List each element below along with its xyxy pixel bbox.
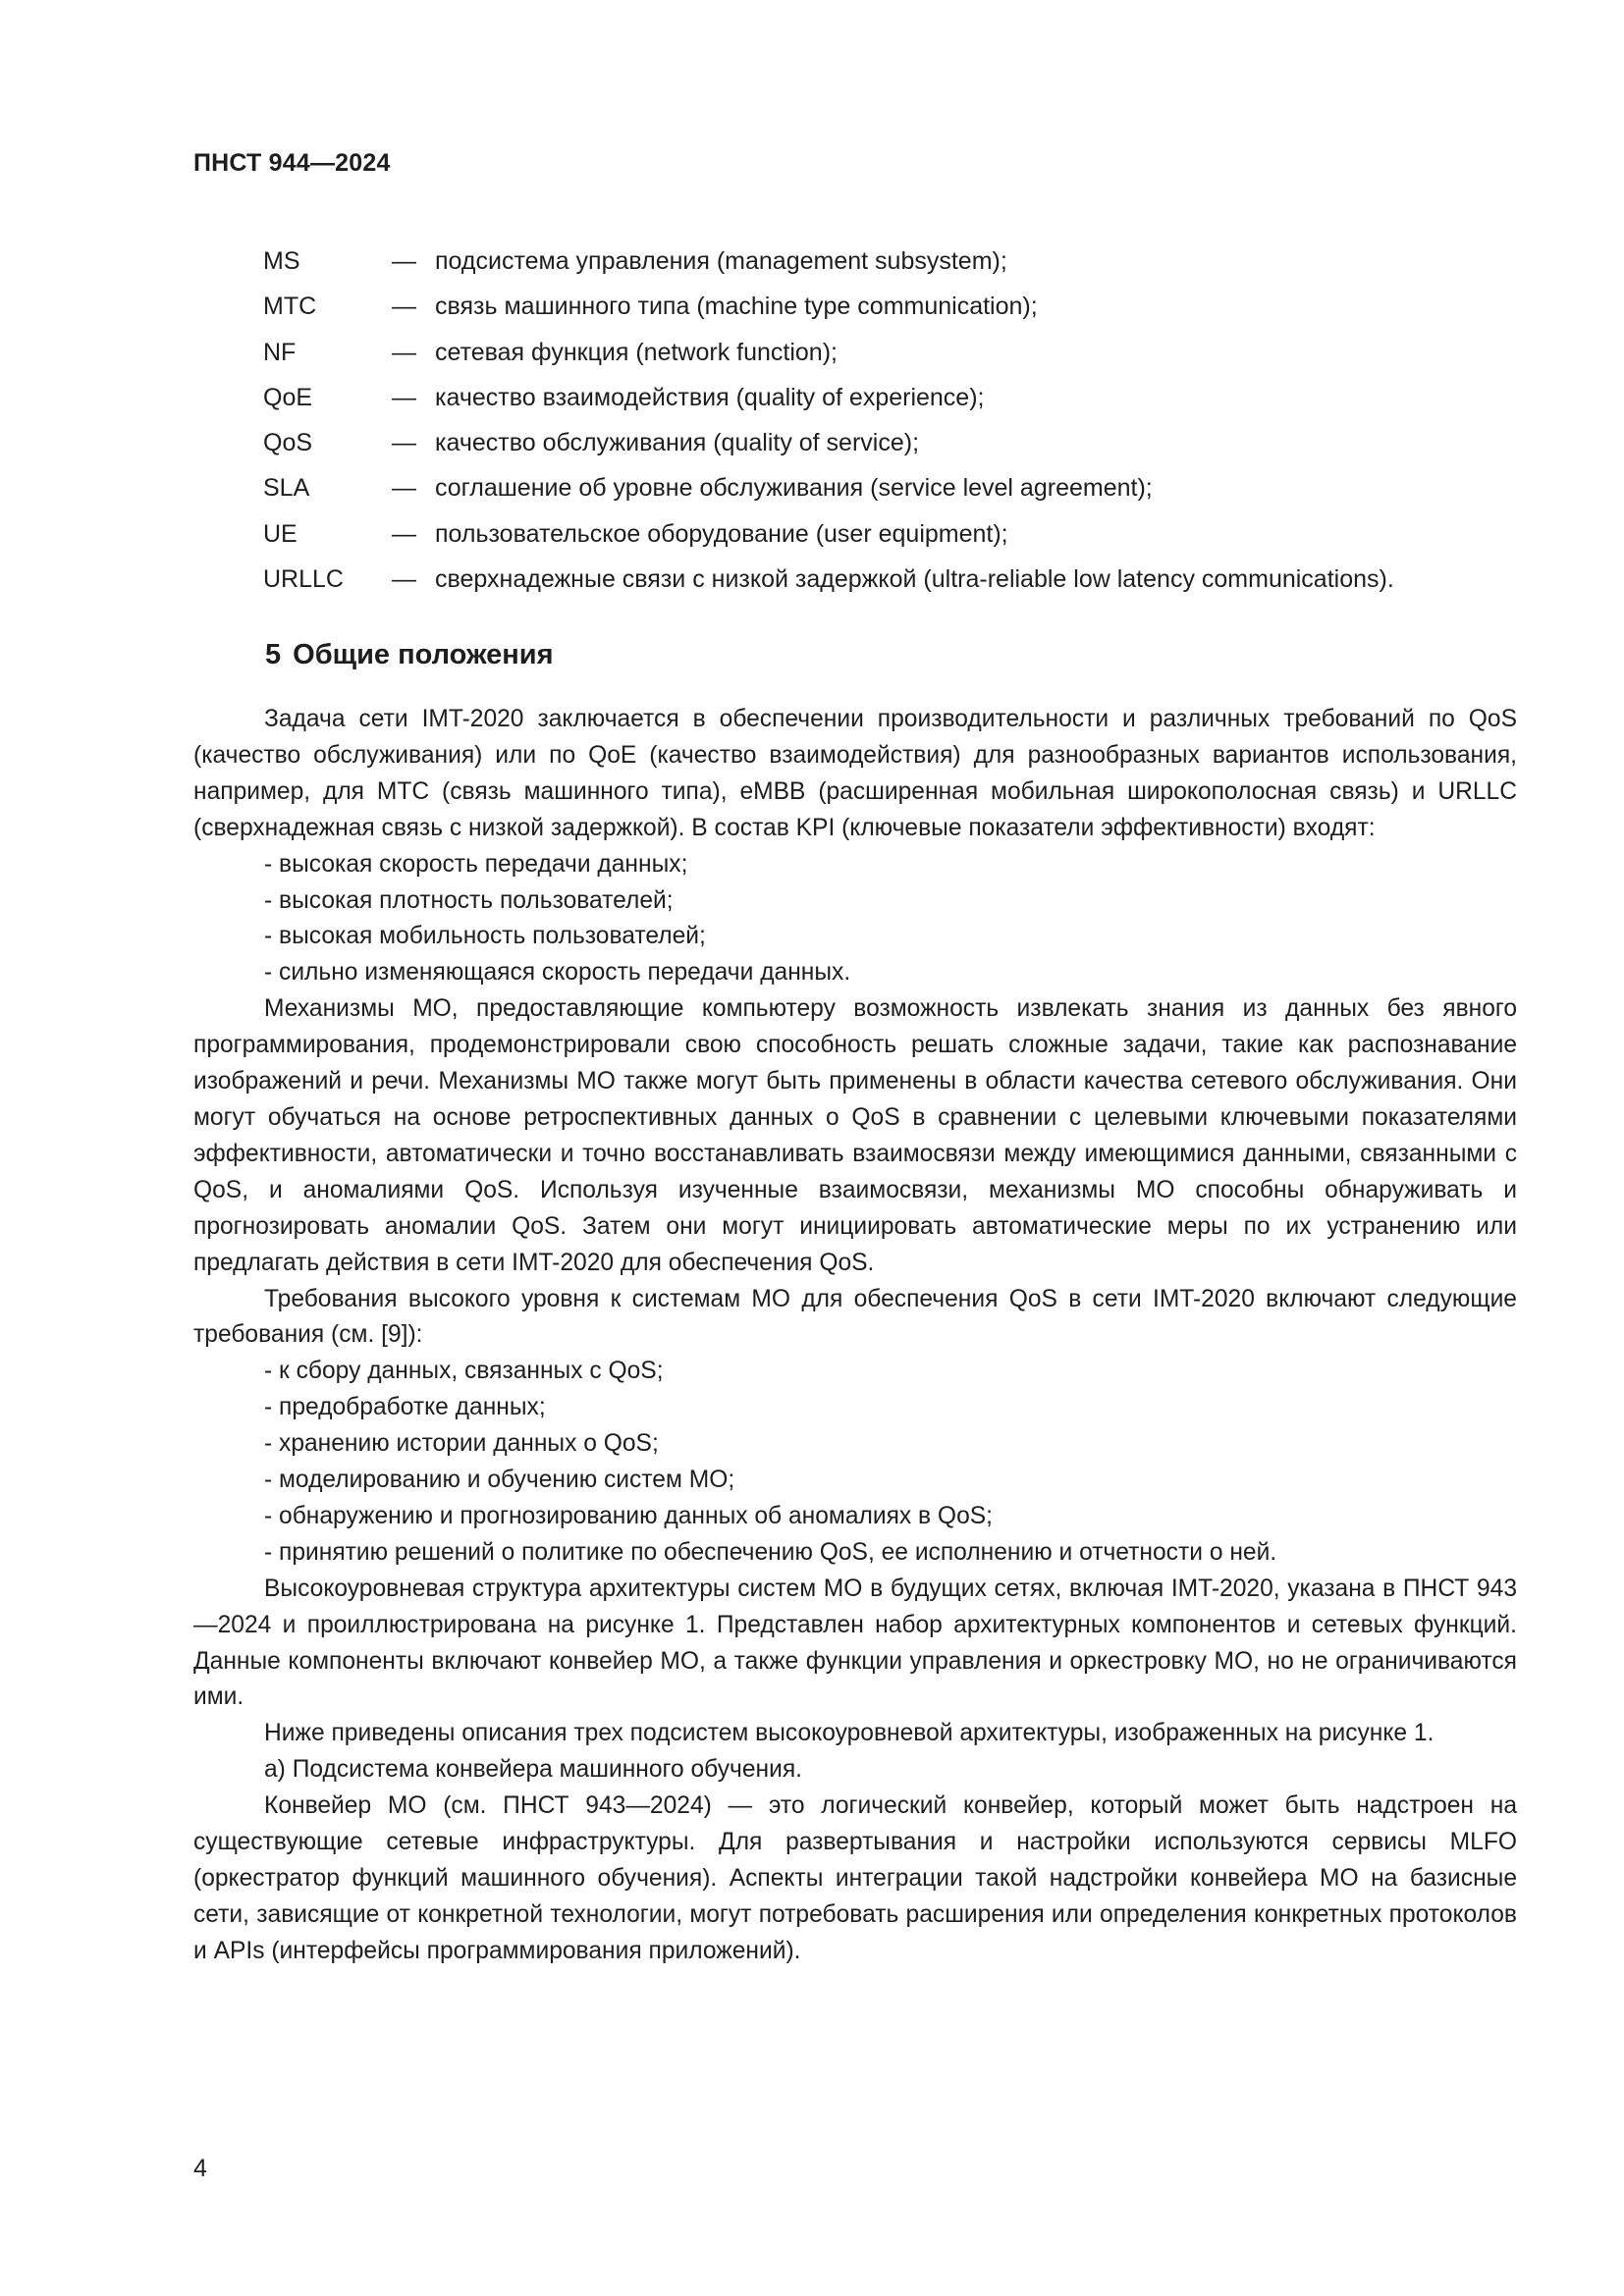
kpi-list-item: - высокая мобильность пользователей; (264, 923, 706, 950)
requirement-list-item: - принятию решений о политике по обеспечению QoS, ее исполнению и отчетности о ней. (264, 1538, 1277, 1566)
paragraph-ml-mechanisms: Механизмы МО, предоставляющие компьютеру возможность извлекать знания из данных без явного программирования, продемонстрировали свою способность решать сложные задачи, такие как распознавание изображений и речи. Механизмы МО также могут быть применены в области качества сетевого обслуживания. Они могут обучаться на основе ретроспективных данных о QoS в сравнении с целевыми ключевыми показателями эффективности, автоматически и точно восстанавливать взаимосвязи между имеющимися данными, связанными с QoS, и аномалиями QoS. Используя изученные взаимосвязи, механизмы МО способны обнаруживать и прогнозировать аномалии QoS. Затем они могут инициировать автоматические меры по их устранению или предлагать действия в сети IMT-2020 для обеспечения QoS. (193, 995, 1517, 1276)
abbreviation-dash: — (392, 383, 416, 411)
abbreviation-row (263, 420, 1540, 465)
paragraph-network-task: Задача сети IMT-2020 заключается в обеспечении производительности и различных требований по QoS (качество обслуживания) или по QoE (качество взаимодействия) для разнообразных вариантов использования, например, для MTC (связь машинного типа), eMBB (расширенная мобильная широкополосная связь) и URLLC (сверхнадежная связь с низкой задержкой). В состав KPI (ключевые показатели эффективности) входят: (193, 706, 1517, 841)
abbreviation-dash: — (392, 293, 416, 321)
abbreviation-row (263, 284, 1540, 329)
abbreviation-dash: — (392, 474, 416, 503)
document-code-header: ПНСТ 944—2024 (193, 149, 391, 177)
paragraph-requirements-intro: Требования высокого уровня к системам МО для обеспечения QoS в сети IMT-2020 включают следующие требования (см. [9]): (193, 1285, 1517, 1349)
abbreviation-term: UE (263, 519, 298, 548)
abbreviation-definition: связь машинного типа (machine type communication); (435, 293, 1038, 321)
abbreviation-term: MTC (263, 293, 317, 321)
requirement-list-item: - хранению истории данных о QoS; (264, 1430, 659, 1458)
kpi-list-item: - сильно изменяющаяся скорость передачи данных. (264, 959, 851, 987)
abbreviation-dash: — (392, 519, 416, 548)
section-title: Общие положения (293, 639, 554, 670)
abbreviation-definition: качество взаимодействия (quality of experience); (435, 383, 985, 411)
abbreviation-definition: сетевая функция (network function); (435, 338, 838, 366)
requirement-list-item: - к сбору данных, связанных с QoS; (264, 1358, 664, 1385)
abbreviation-term: NF (263, 338, 297, 366)
abbreviation-term: SLA (263, 474, 310, 503)
kpi-list-item: - высокая скорость передачи данных; (264, 850, 688, 878)
paragraph-subsystems-intro: Ниже приведены описания трех подсистем высокоуровневой архитектуры, изображенных на рисунке 1. (264, 1720, 1435, 1747)
abbreviation-definition: подсистема управления (management subsystem); (435, 247, 1007, 275)
subsection-item-a: а) Подсистема конвейера машинного обучения. (264, 1756, 802, 1784)
abbreviation-row (263, 330, 1540, 375)
paragraph-architecture: Высокоуровневая структура архитектуры систем МО в будущих сетях, включая IMT-2020, указана в ПНСТ 943—2024 и проиллюстрирована на рисунке 1. Представлен набор архитектурных компонентов и сетевых функций. Данные компоненты включают конвейер МО, а также функции управления и оркестровку МО, но не ограничиваются ими. (193, 1575, 1517, 1711)
abbreviations-list (263, 239, 1540, 602)
abbreviation-row (263, 511, 1540, 557)
section-number: 5 (265, 639, 282, 670)
abbreviation-row (263, 239, 1540, 284)
abbreviation-term: URLLC (263, 565, 344, 594)
requirement-list-item: - моделированию и обучению систем МО; (264, 1467, 735, 1494)
kpi-list-item: - высокая плотность пользователей; (264, 886, 674, 914)
requirement-list-item: - предобработке данных; (264, 1394, 546, 1421)
abbreviation-dash: — (392, 565, 416, 594)
section-body (193, 702, 1517, 1970)
abbreviation-dash: — (392, 338, 416, 366)
requirement-list-item: - обнаружению и прогнозированию данных об аномалиях в QoS; (264, 1502, 993, 1529)
abbreviation-definition: пользовательское оборудование (user equipment); (435, 519, 1008, 548)
abbreviation-dash: — (392, 429, 416, 457)
abbreviation-definition: качество обслуживания (quality of service); (435, 429, 920, 457)
abbreviation-row (263, 557, 1540, 602)
abbreviation-row (263, 465, 1540, 510)
abbreviation-definition: сверхнадежные связи с низкой задержкой (ultra-reliable low latency communications). (435, 565, 1394, 594)
abbreviation-term: MS (263, 247, 300, 275)
abbreviation-dash: — (392, 247, 416, 275)
abbreviation-term: QoE (263, 383, 313, 411)
abbreviation-term: QoS (263, 429, 313, 457)
paragraph-ml-pipeline: Конвейер МО (см. ПНСТ 943—2024) — это логический конвейер, который может быть надстроен на существующие сетевые инфраструктуры. Для развертывания и настройки используются сервисы MLFO (оркестратор функций машинного обучения). Аспекты интеграции такой надстройки конвейера МО на базисные сети, зависящие от конкретной технологии, могут потребовать расширения или определения конкретных протоколов и APIs (интерфейсы программирования приложений). (193, 1792, 1517, 1964)
section-heading (265, 639, 554, 671)
page-number: 4 (193, 2155, 207, 2182)
abbreviation-definition: соглашение об уровне обслуживания (service level agreement); (435, 474, 1153, 503)
abbreviation-row (263, 375, 1540, 420)
